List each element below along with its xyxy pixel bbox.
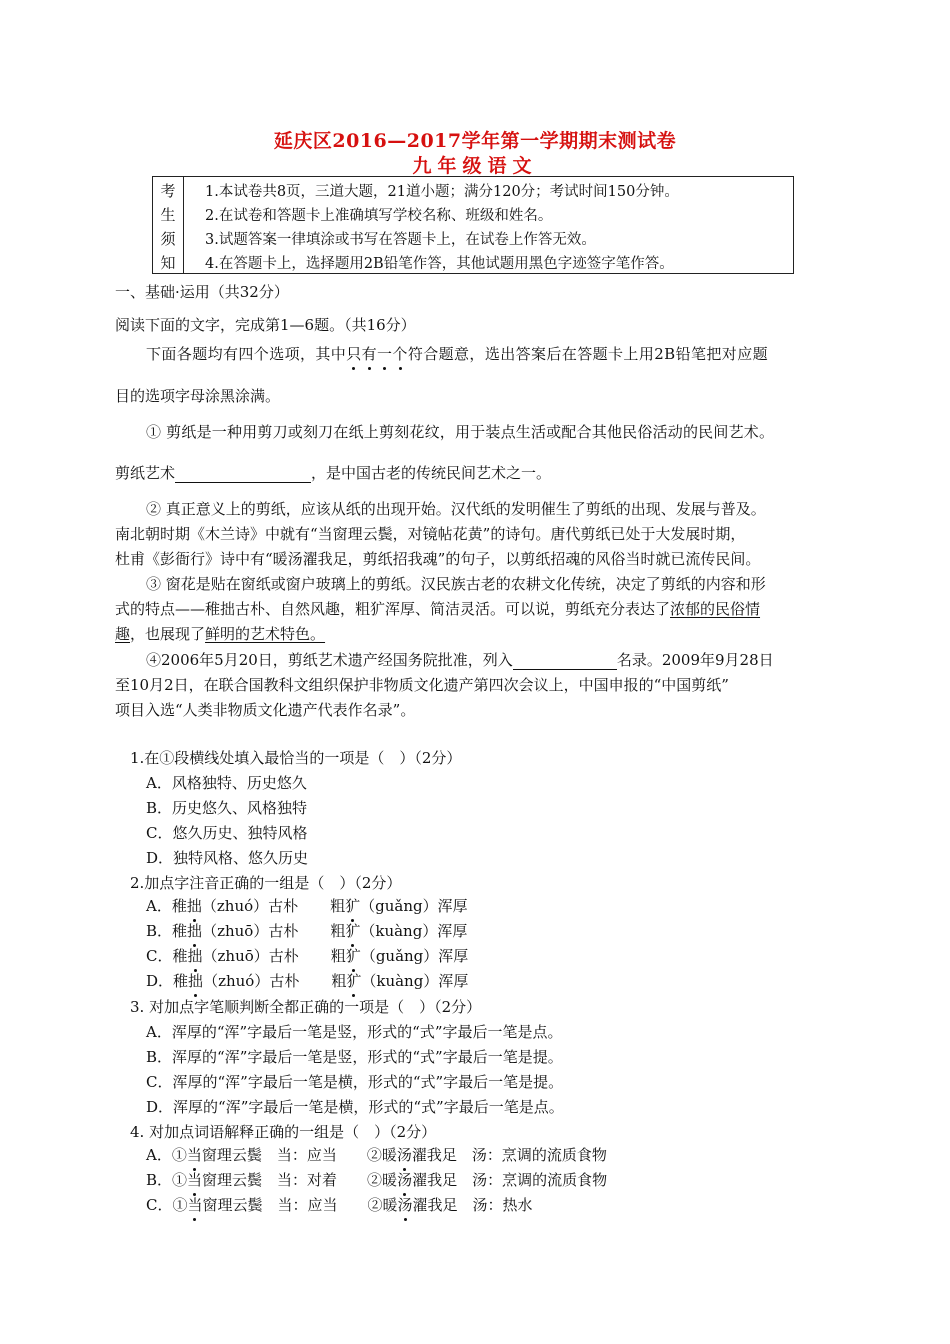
q2-option: D．稚拙（zhuó）古朴 粗犷（kuàng）浑厚: [146, 972, 469, 990]
paragraph-1-blank-line: 剪纸艺术 ，是中国古老的传统民间艺术之一。: [115, 464, 552, 482]
emphasis-dot-char: 只: [346, 345, 362, 363]
paragraph-4-line: 至10月2日，在联合国教科文组织保护非物质文化遗产第四次会议上，中国申报的“中国剪纸”: [115, 676, 729, 694]
q4-option: A．①当窗理云鬓 当：应当 ②暖汤濯我足 汤：烹调的流质食物: [146, 1146, 607, 1164]
paragraph-2-line: ② 真正意义上的剪纸，应该从纸的出现开始。汉代纸的发明催生了剪纸的出现、发展与普及。: [146, 500, 766, 518]
underlined-phrase: 趣: [115, 625, 131, 643]
paragraph-3-line: ③ 窗花是贴在窗纸或窗户玻璃上的剪纸。汉民族古老的农耕文化传统，决定了剪纸的内容和形: [146, 575, 766, 593]
emphasis-dot-char: 个: [392, 345, 408, 363]
q1-option: B．历史悠久、风格独特: [146, 799, 308, 817]
q2-option: C．稚拙（zhuō）古朴 粗犷（guǎng）浑厚: [146, 947, 469, 965]
notice-side-char: 生: [160, 206, 176, 224]
candidate-notice-box: [152, 176, 794, 274]
notice-side-char: 知: [160, 254, 176, 272]
exam-title: 延庆区2016—2017学年第一学期期末测试卷: [273, 130, 677, 152]
q1-option: D．独特风格、悠久历史: [146, 849, 309, 867]
q4-option: C．①当窗理云鬓 当：应当 ②暖汤濯我足 汤：热水: [146, 1196, 533, 1214]
emphasis-dot-char: 有: [361, 345, 378, 363]
paragraph-3-line: 式的特点——稚拙古朴、自然风趣，粗犷浑厚、简洁灵活。可以说，剪纸充分表达了浓郁的民俗情: [115, 600, 761, 618]
fill-blank: [175, 466, 311, 483]
q3-option: C．浑厚的“浑”字最后一笔是横，形式的“式”字最后一笔是提。: [146, 1073, 564, 1091]
notice-side-char: 须: [160, 230, 176, 248]
underlined-phrase: 浓郁的民俗情: [670, 600, 761, 618]
fill-blank: [513, 653, 617, 670]
paragraph-1: ① 剪纸是一种用剪刀或刻刀在纸上剪刻花纹，用于装点生活或配合其他民俗活动的民间艺术。: [146, 423, 775, 441]
paragraph-2-line: 杜甫《彭衙行》诗中有“暖汤濯我足，剪纸招我魂”的句子，以剪纸招魂的风俗当时就已流传民间。: [115, 550, 761, 568]
emphasis-dot-char: 一: [377, 345, 393, 363]
q2-option: B．稚拙（zhuō）古朴 粗犷（kuàng）浑厚: [146, 922, 468, 940]
notice-side-label: [153, 177, 184, 273]
q4-option: B．①当窗理云鬓 当：对着 ②暖汤濯我足 汤：烹调的流质食物: [146, 1171, 608, 1189]
notice-item: 1.本试卷共8页，三道大题，21道小题；满分120分；考试时间150分钟。: [205, 184, 679, 200]
q3-option: B．浑厚的“浑”字最后一笔是竖，形式的“式”字最后一笔是提。: [146, 1048, 563, 1066]
paragraph-4-line: ④2006年5月20日，剪纸艺术遗产经国务院批准，列入 名录。2009年9月28日: [146, 651, 774, 669]
instruction-line-2: 目的选项字母涂黑涂满。: [115, 387, 281, 405]
q1-option: C．悠久历史、独特风格: [146, 824, 308, 842]
q2-option: A．稚拙（zhuó）古朴 粗犷（guǎng）浑厚: [146, 897, 468, 915]
exam-subtitle: 九年级语文: [412, 155, 538, 177]
question-3-stem: 3. 对加点字笔顺判断全都正确的一项是（ ）（2分）: [130, 998, 482, 1016]
q1-option: A．风格独特、历史悠久: [146, 774, 307, 792]
section-heading: 一、基础·运用（共32分）: [115, 283, 289, 301]
reading-intro: 阅读下面的文字，完成第1—6题。（共16分）: [115, 316, 416, 334]
question-1-stem: 1.在①段横线处填入最恰当的一项是（ ）（2分）: [130, 749, 462, 767]
q3-option: A．浑厚的“浑”字最后一笔是竖，形式的“式”字最后一笔是点。: [146, 1023, 563, 1041]
notice-item: 4.在答题卡上，选择题用2B铅笔作答，其他试题用黑色字迹签字笔作答。: [205, 256, 674, 272]
underlined-phrase: 鲜明的艺术特色。: [205, 625, 326, 643]
question-4-stem: 4. 对加点词语解释正确的一组是（ ）（2分）: [130, 1123, 437, 1141]
notice-item: 3.试题答案一律填涂或书写在答题卡上，在试卷上作答无效。: [205, 232, 596, 248]
paragraph-2-line: 南北朝时期《木兰诗》中就有“当窗理云鬓，对镜帖花黄”的诗句。唐代剪纸已处于大发展时期，: [115, 525, 746, 543]
notice-item: 2.在试卷和答题卡上准确填写学校名称、班级和姓名。: [205, 208, 553, 224]
question-2-stem: 2.加点字注音正确的一组是（ ）（2分）: [130, 874, 402, 892]
instruction-line: 下面各题均有四个选项，其中只有一个符合题意，选出答案后在答题卡上用2B铅笔把对应题: [146, 345, 768, 363]
paragraph-3-line: 趣，也展现了鲜明的艺术特色。: [115, 625, 326, 643]
q3-option: D．浑厚的“浑”字最后一笔是横，形式的“式”字最后一笔是点。: [146, 1098, 564, 1116]
paragraph-4-line: 项目入选“人类非物质文化遗产代表作名录”。: [115, 701, 416, 719]
notice-side-char: 考: [160, 182, 176, 200]
